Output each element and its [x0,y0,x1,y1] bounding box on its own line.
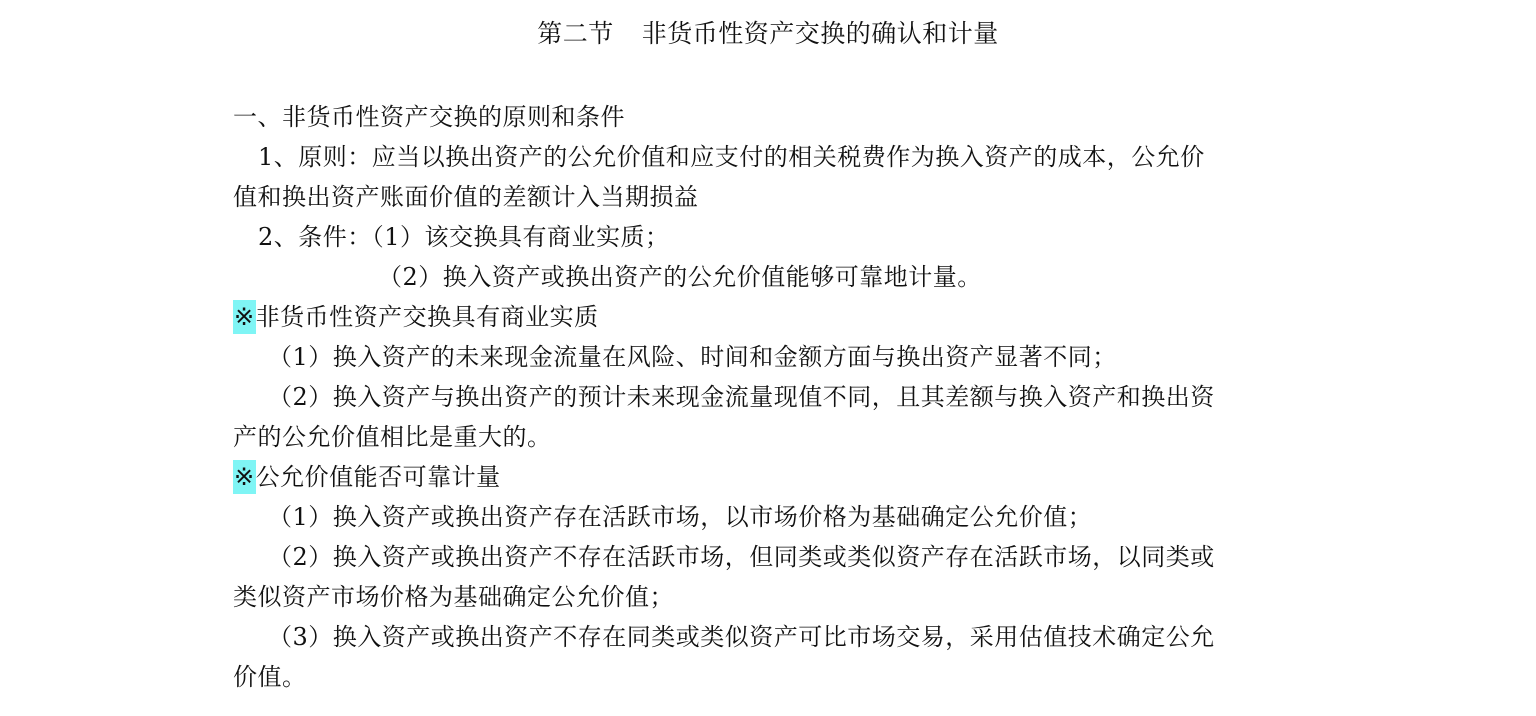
fair-value-item-3-continued: 价值。 [233,663,307,691]
paragraph-principle-continued: 值和换出资产账面价值的差额计入当期损益 [233,183,699,211]
commercial-substance-item-2-continued: 产的公允价值相比是重大的。 [233,423,552,451]
paragraph-condition-2: （2）换入资产或换出资产的公允价值能够可靠地计量。 [378,263,982,291]
heading-principles-conditions: 一、非货币性资产交换的原则和条件 [233,103,625,131]
fair-value-item-1: （1）换入资产或换出资产存在活跃市场，以市场价格为基础确定公允价值； [268,503,1093,531]
commercial-substance-item-2: （2）换入资产与换出资产的预计未来现金流量现值不同，且其差额与换入资产和换出资 [268,383,1215,411]
section-title [0,14,1536,54]
subheading-fair-value-text: 公允价值能否可靠计量 [255,463,501,491]
reference-mark-icon: ※ [233,460,256,494]
paragraph-conditions: 2、条件：（1）该交换具有商业实质； [258,223,670,251]
fair-value-item-2-continued: 类似资产市场价格为基础确定公允价值； [233,583,674,611]
subheading-fair-value-measurement [233,457,501,497]
commercial-substance-item-1: （1）换入资产的未来现金流量在风险、时间和金额方面与换出资产显著不同； [268,343,1117,371]
reference-mark-icon: ※ [233,300,256,334]
paragraph-principle: 1、原则：应当以换出资产的公允价值和应支付的相关税费作为换入资产的成本，公允价 [258,143,1205,171]
subheading-commercial-substance-text: 非货币性资产交换具有商业实质 [255,303,599,331]
fair-value-item-3: （3）换入资产或换出资产不存在同类或类似资产可比市场交易，采用估值技术确定公允 [268,623,1215,651]
section-heading: 非货币性资产交换的确认和计量 [641,19,999,48]
subheading-commercial-substance [233,297,599,337]
section-number: 第二节 [537,19,614,48]
fair-value-item-2: （2）换入资产或换出资产不存在活跃市场，但同类或类似资产存在活跃市场，以同类或 [268,543,1215,571]
